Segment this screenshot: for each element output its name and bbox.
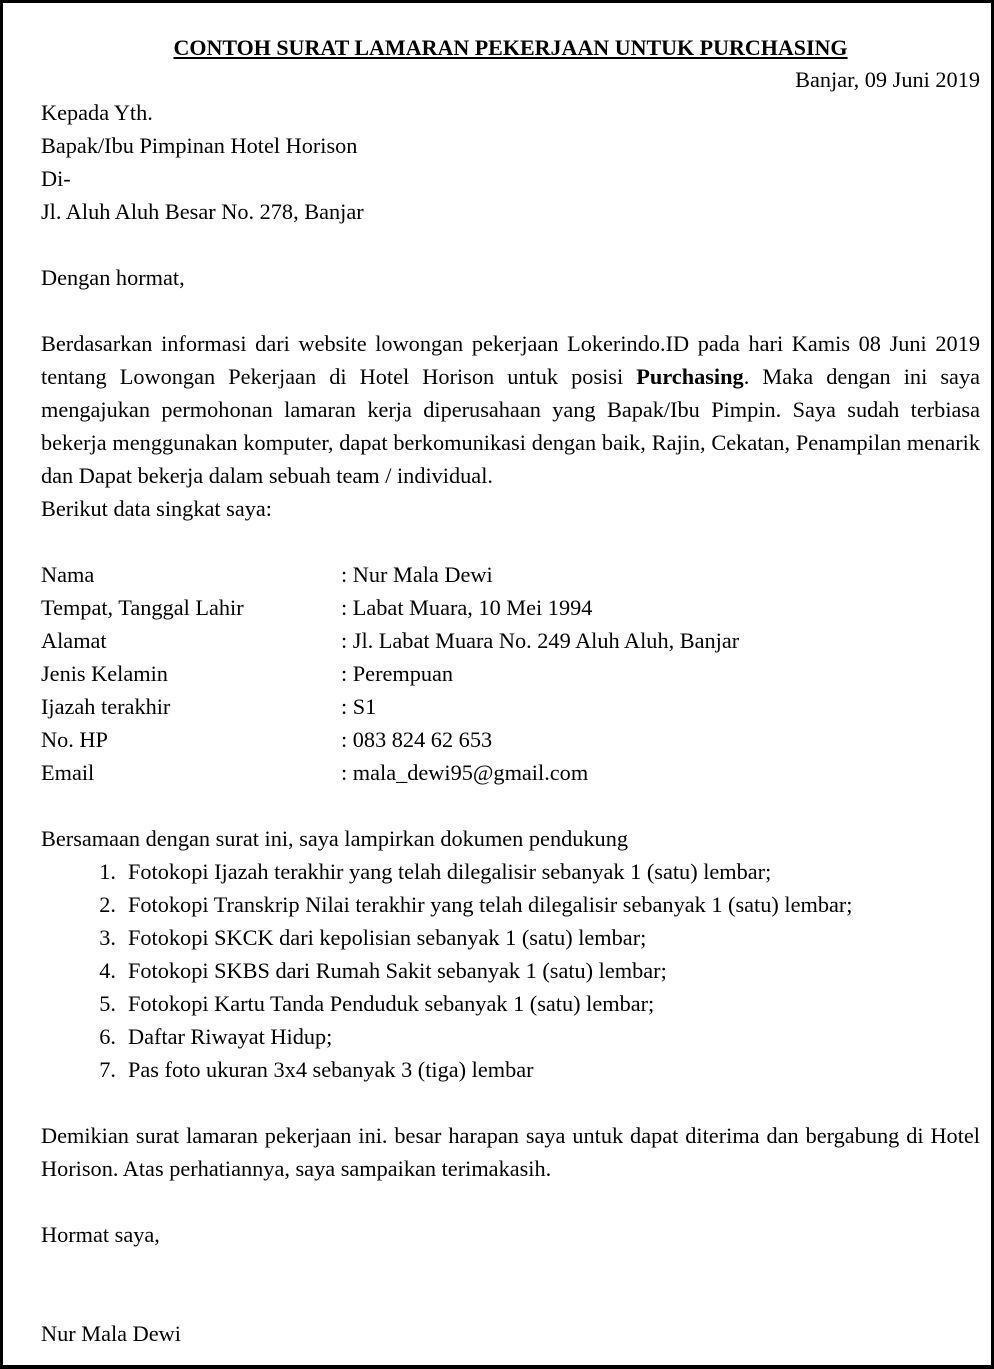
data-label: Jenis Kelamin xyxy=(41,661,168,686)
list-text: Fotokopi SKBS dari Rumah Sakit sebanyak 1 (satu) lembar; xyxy=(128,958,667,983)
list-number: 2. xyxy=(99,892,116,917)
data-row-ijazah xyxy=(41,690,980,723)
list-item xyxy=(41,888,980,921)
data-label: Tempat, Tanggal Lahir xyxy=(41,595,244,620)
list-text: Fotokopi Kartu Tanda Penduduk sebanyak 1 (satu) lembar; xyxy=(128,991,655,1016)
intro-paragraph xyxy=(41,327,980,492)
list-item xyxy=(41,987,980,1020)
recipient-line-4: Jl. Aluh Aluh Besar No. 278, Banjar xyxy=(41,199,364,224)
data-row-hp xyxy=(41,723,980,756)
list-item xyxy=(41,1020,980,1053)
list-number: 1. xyxy=(99,859,116,884)
list-item xyxy=(41,855,980,888)
list-text: Fotokopi SKCK dari kepolisian sebanyak 1 (satu) lembar; xyxy=(128,925,647,950)
intro-closing-line: Berikut data singkat saya: xyxy=(41,496,272,521)
recipient-line-3: Di- xyxy=(41,166,71,191)
list-number: 4. xyxy=(99,958,116,983)
personal-data-list xyxy=(41,558,980,789)
intro-text-start: Berdasarkan informasi dari website lowongan pekerjaan Lokerindo.ID pada hari Kamis 08 Juni 2019 tentang Lowongan Pekerjaan di Hotel Horison untuk posisi xyxy=(41,331,980,389)
position-name: Purchasing xyxy=(636,364,744,389)
data-row-ttl xyxy=(41,591,980,624)
data-value: : Labat Muara, 10 Mei 1994 xyxy=(341,595,593,620)
list-text: Fotokopi Ijazah terakhir yang telah dilegalisir sebanyak 1 (satu) lembar; xyxy=(128,859,772,884)
data-row-jenis-kelamin xyxy=(41,657,980,690)
data-row-email xyxy=(41,756,980,789)
attachments-intro: Bersamaan dengan surat ini, saya lampirkan dokumen pendukung xyxy=(41,826,628,851)
list-text: Pas foto ukuran 3x4 sebanyak 3 (tiga) lembar xyxy=(128,1057,534,1082)
attachments-list xyxy=(41,855,980,1086)
intro-text-end: . Maka dengan ini saya mengajukan permohonan lamaran kerja diperusahaan yang Bapak/Ibu Pimpin. Saya sudah terbiasa bekerja menggunakan komputer, dapat berkomunikasi dengan baik, Rajin, Cekatan, Penampilan menarik dan Dapat bekerja dalam sebuah team / individual. xyxy=(41,364,980,488)
list-number: 6. xyxy=(99,1024,116,1049)
data-value: : Perempuan xyxy=(341,661,454,686)
data-label: Nama xyxy=(41,562,95,587)
data-value: : Jl. Labat Muara No. 249 Aluh Aluh, Banjar xyxy=(341,628,740,653)
letter-date: Banjar, 09 Juni 2019 xyxy=(795,67,980,92)
list-text: Daftar Riwayat Hidup; xyxy=(128,1024,333,1049)
greeting: Dengan hormat, xyxy=(41,265,185,290)
data-label: Ijazah terakhir xyxy=(41,694,171,719)
recipient-line-1: Kepada Yth. xyxy=(41,100,153,125)
sign-off: Hormat saya, xyxy=(41,1222,160,1247)
recipient-line-2: Bapak/Ibu Pimpinan Hotel Horison xyxy=(41,133,358,158)
list-item xyxy=(41,954,980,987)
list-number: 3. xyxy=(99,925,116,950)
data-value: : 083 824 62 653 xyxy=(341,727,493,752)
data-row-nama xyxy=(41,558,980,591)
data-label: Email xyxy=(41,760,95,785)
closing-paragraph: Demikian surat lamaran pekerjaan ini. besar harapan saya untuk dapat diterima dan bergabung di Hotel Horison. Atas perhatiannya, saya sampaikan terimakasih. xyxy=(41,1123,980,1181)
list-number: 5. xyxy=(99,991,116,1016)
page-title: CONTOH SURAT LAMARAN PEKERJAAN UNTUK PURCHASING xyxy=(173,35,848,60)
list-item xyxy=(41,1053,980,1086)
signature-name: Nur Mala Dewi xyxy=(41,1321,181,1346)
list-number: 7. xyxy=(99,1057,116,1082)
data-value: : S1 xyxy=(341,694,377,719)
data-value: : mala_dewi95@gmail.com xyxy=(341,760,589,785)
list-item xyxy=(41,921,980,954)
letter-content xyxy=(41,33,980,1350)
data-label: Alamat xyxy=(41,628,107,653)
data-row-alamat xyxy=(41,624,980,657)
data-value: : Nur Mala Dewi xyxy=(341,562,493,587)
list-text: Fotokopi Transkrip Nilai terakhir yang telah dilegalisir sebanyak 1 (satu) lembar; xyxy=(128,892,853,917)
data-label: No. HP xyxy=(41,727,108,752)
